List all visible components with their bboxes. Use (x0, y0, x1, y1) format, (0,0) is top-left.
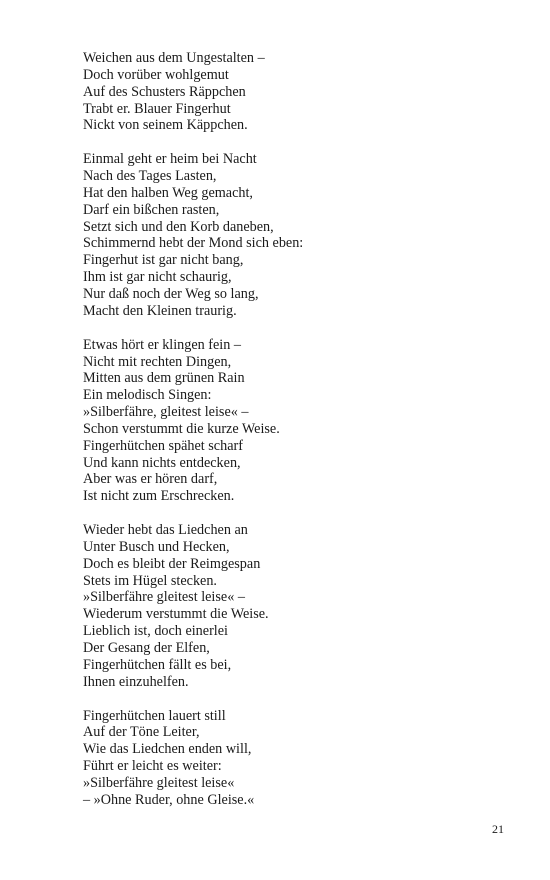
poem-line: – »Ohne Ruder, ohne Gleise.« (83, 791, 255, 808)
poem-line: Wieder hebt das Liedchen an (83, 522, 248, 539)
poem-line: Ist nicht zum Erschrecken. (83, 488, 235, 505)
stanza-4 (83, 522, 503, 690)
poem-line: Einmal geht er heim bei Nacht (83, 151, 257, 168)
poem-line: Der Gesang der Elfen, (83, 640, 210, 656)
poem-line: Wiederum verstummt die Weise. (83, 606, 269, 623)
poem-line: Fingerhütchen spähet scharf (83, 437, 243, 454)
poem-line: Etwas hört er klingen fein – (83, 336, 241, 353)
poem-line: Stets im Hügel stecken. (83, 572, 217, 589)
poem-line: Auf des Schusters Räppchen (83, 83, 246, 100)
stanza-3 (83, 337, 503, 505)
poem-line: Fingerhut ist gar nicht bang, (83, 252, 244, 269)
poem-line: »Silberfähre gleitest leise« – (83, 589, 245, 606)
poem-line: Führt er leicht es weiter: (83, 758, 222, 775)
poem-line: Trabt er. Blauer Fingerhut (83, 100, 231, 117)
poem-line: Lieblich ist, doch einerlei (83, 623, 228, 640)
poem-line: Unter Busch und Hecken, (83, 538, 230, 555)
poem-line: Fingerhütchen fällt es bei, (83, 656, 232, 673)
poem-line: Doch vorüber wohlgemut (83, 66, 229, 83)
poem-line: Hat den halben Weg gemacht, (83, 184, 253, 201)
poem-line: »Silberfähre gleitest leise« (83, 774, 235, 791)
poem-line: »Silberfähre, gleitest leise« – (83, 404, 249, 421)
poem-body (83, 50, 503, 826)
poem-line: Auf der Töne Leiter, (83, 724, 200, 741)
poem-line: Doch es bleibt der Reimgespan (83, 555, 261, 572)
poem-line: Weichen aus dem Ungestalten – (83, 50, 265, 66)
poem-line: Fingerhütchen lauert still (83, 707, 226, 724)
stanza-2 (83, 151, 503, 319)
poem-line: Und kann nichts entdecken, (83, 454, 241, 471)
poem-line: Ein melodisch Singen: (83, 387, 212, 404)
poem-line: Wie das Liedchen enden will, (83, 741, 252, 758)
stanza-1 (83, 50, 503, 134)
page-number: 21 (492, 822, 504, 836)
poem-line: Ihnen einzuhelfen. (83, 673, 189, 690)
poem-line: Aber was er hören darf, (83, 471, 218, 488)
poem-line: Ihm ist gar nicht schaurig, (83, 269, 232, 286)
poem-line: Nickt von seinem Käppchen. (83, 117, 248, 134)
poem-line: Mitten aus dem grünen Rain (83, 370, 245, 387)
poem-line: Darf ein bißchen rasten, (83, 201, 220, 218)
poem-line: Setzt sich und den Korb daneben, (83, 218, 274, 235)
poem-line: Nach des Tages Lasten, (83, 168, 217, 185)
poem-line: Schimmernd hebt der Mond sich eben: (83, 235, 304, 252)
poem-line: Nicht mit rechten Dingen, (83, 353, 232, 370)
poem-line: Schon verstummt die kurze Weise. (83, 420, 280, 437)
poem-line: Macht den Kleinen traurig. (83, 302, 237, 319)
poem-line: Nur daß noch der Weg so lang, (83, 285, 259, 302)
stanza-5 (83, 708, 503, 809)
